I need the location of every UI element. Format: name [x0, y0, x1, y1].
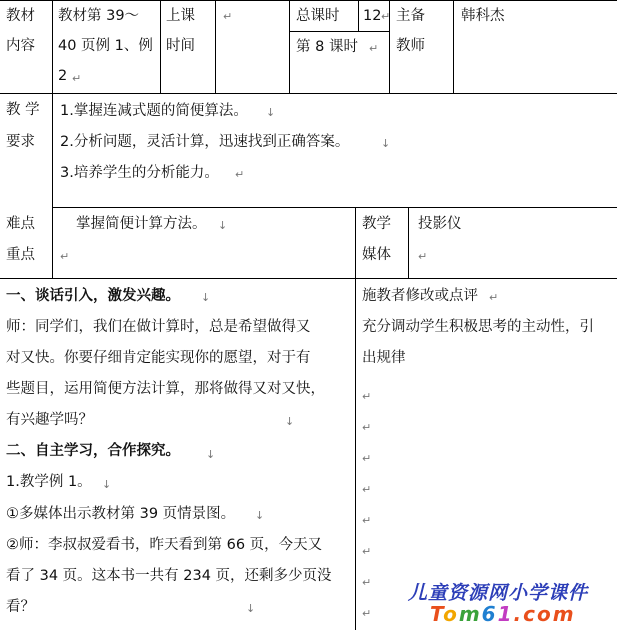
col-2	[160, 0, 161, 93]
jiaocai-label-1: 教材	[6, 8, 35, 24]
para-mark: ↓	[206, 448, 216, 461]
para-mark: ↵	[381, 10, 391, 23]
para-mark: ↓	[285, 415, 295, 428]
media-label-2: 媒体	[362, 247, 391, 263]
difficulty-label-1: 难点	[6, 216, 35, 232]
keshi-value: 第 8 课时	[296, 39, 358, 55]
para-mark: ↵	[362, 607, 372, 620]
comment-line-2: 充分调动学生积极思考的主动性，引	[362, 319, 594, 335]
goal-item-1: 1.掌握连减式题的简便算法。	[60, 103, 248, 119]
para-mark: ↓	[381, 137, 391, 150]
zhubei-label-2: 教师	[396, 38, 425, 54]
para-mark: ↵	[362, 545, 372, 558]
process-line: 师：同学们，我们在做计算时，总是希望做得又	[6, 319, 311, 335]
process-line: ②师：李叔叔爱看书，昨天看到第 66 页，今天又	[6, 537, 323, 553]
goals-label-1: 教 学	[6, 102, 40, 118]
col-7	[453, 0, 454, 93]
process-line: ①多媒体出示教材第 39 页情景图。	[6, 506, 236, 522]
process-line: 看？	[6, 599, 35, 615]
process-line: 1.教学例 1。	[6, 474, 92, 490]
comment-line-3: 出规律	[362, 350, 406, 366]
para-mark: ↵	[362, 514, 372, 527]
para-mark: ↵	[362, 452, 372, 465]
shangke-label-2: 时间	[166, 38, 195, 54]
para-mark: ↵	[362, 576, 372, 589]
para-mark: ↵	[418, 250, 428, 263]
para-mark: ↵	[362, 483, 372, 496]
para-mark: ↵	[72, 72, 82, 85]
para-mark: ↵	[223, 10, 233, 23]
process-line: 一、谈话引入，激发兴趣。	[6, 288, 180, 304]
comment-line-1: 施教者修改或点评	[362, 288, 478, 304]
zhubei-label-1: 主备	[396, 8, 425, 24]
watermark-title: 儿童资源网小学课件	[408, 582, 589, 604]
para-mark: ↓	[102, 478, 112, 491]
process-line: 二、自主学习，合作探究。	[6, 443, 180, 459]
goals-label-2: 要求	[6, 134, 35, 150]
zhubei-value: 韩科杰	[461, 8, 505, 24]
para-mark: ↵	[489, 291, 499, 304]
process-line: 有兴趣学吗？	[6, 412, 93, 428]
para-mark: ↵	[369, 42, 379, 55]
jiaocai-value-3: 2	[58, 68, 68, 84]
col-4	[289, 0, 290, 93]
goal-item-2: 2.分析问题，灵活计算，迅速找到正确答案。	[60, 134, 350, 150]
para-mark: ↓	[246, 602, 256, 615]
process-line: 对又快。你要仔细肯定能实现你的愿望，对于有	[6, 350, 311, 366]
rule-difficulty-bottom	[0, 278, 617, 279]
col-3	[215, 0, 216, 93]
jiaocai-value-2: 40 页例 1、例	[58, 38, 153, 54]
jiaocai-label-2: 内容	[6, 38, 35, 54]
media-label-1: 教学	[362, 216, 391, 232]
col-5	[358, 0, 359, 31]
para-mark: ↵	[362, 390, 372, 403]
process-line: 看了 34 页。这本书一共有 234 页，还剩多少页没	[6, 568, 332, 584]
jiaocai-value-1: 教材第 39～	[58, 8, 140, 24]
goal-item-3: 3.培养学生的分析能力。	[60, 165, 219, 181]
col-media-value	[408, 207, 409, 278]
media-value: 投影仪	[418, 216, 462, 232]
difficulty-value: 掌握简便计算方法。	[76, 216, 207, 232]
para-mark: ↓	[255, 509, 265, 522]
difficulty-label-2: 重点	[6, 247, 35, 263]
para-mark: ↓	[218, 219, 228, 232]
rule-header-bottom	[0, 93, 617, 94]
zongkeshi-value: 12	[363, 8, 382, 24]
rule-goals-bottom	[52, 207, 617, 208]
rule-keshi	[289, 31, 389, 32]
para-mark: ↓	[201, 291, 211, 304]
para-mark: ↵	[362, 421, 372, 434]
watermark-domain: Tom61.com	[430, 602, 576, 626]
col-1	[52, 0, 53, 278]
shangke-label-1: 上课	[166, 8, 195, 24]
para-mark: ↓	[266, 106, 276, 119]
process-line: 些题目，运用简便方法计算，那将做得又对又快，	[6, 381, 325, 397]
col-media	[355, 207, 356, 630]
zongkeshi-label: 总课时	[296, 8, 340, 24]
watermark-logo	[408, 578, 616, 628]
para-mark: ↵	[235, 168, 245, 181]
para-mark: ↵	[60, 250, 70, 263]
rule-top	[0, 0, 617, 1]
